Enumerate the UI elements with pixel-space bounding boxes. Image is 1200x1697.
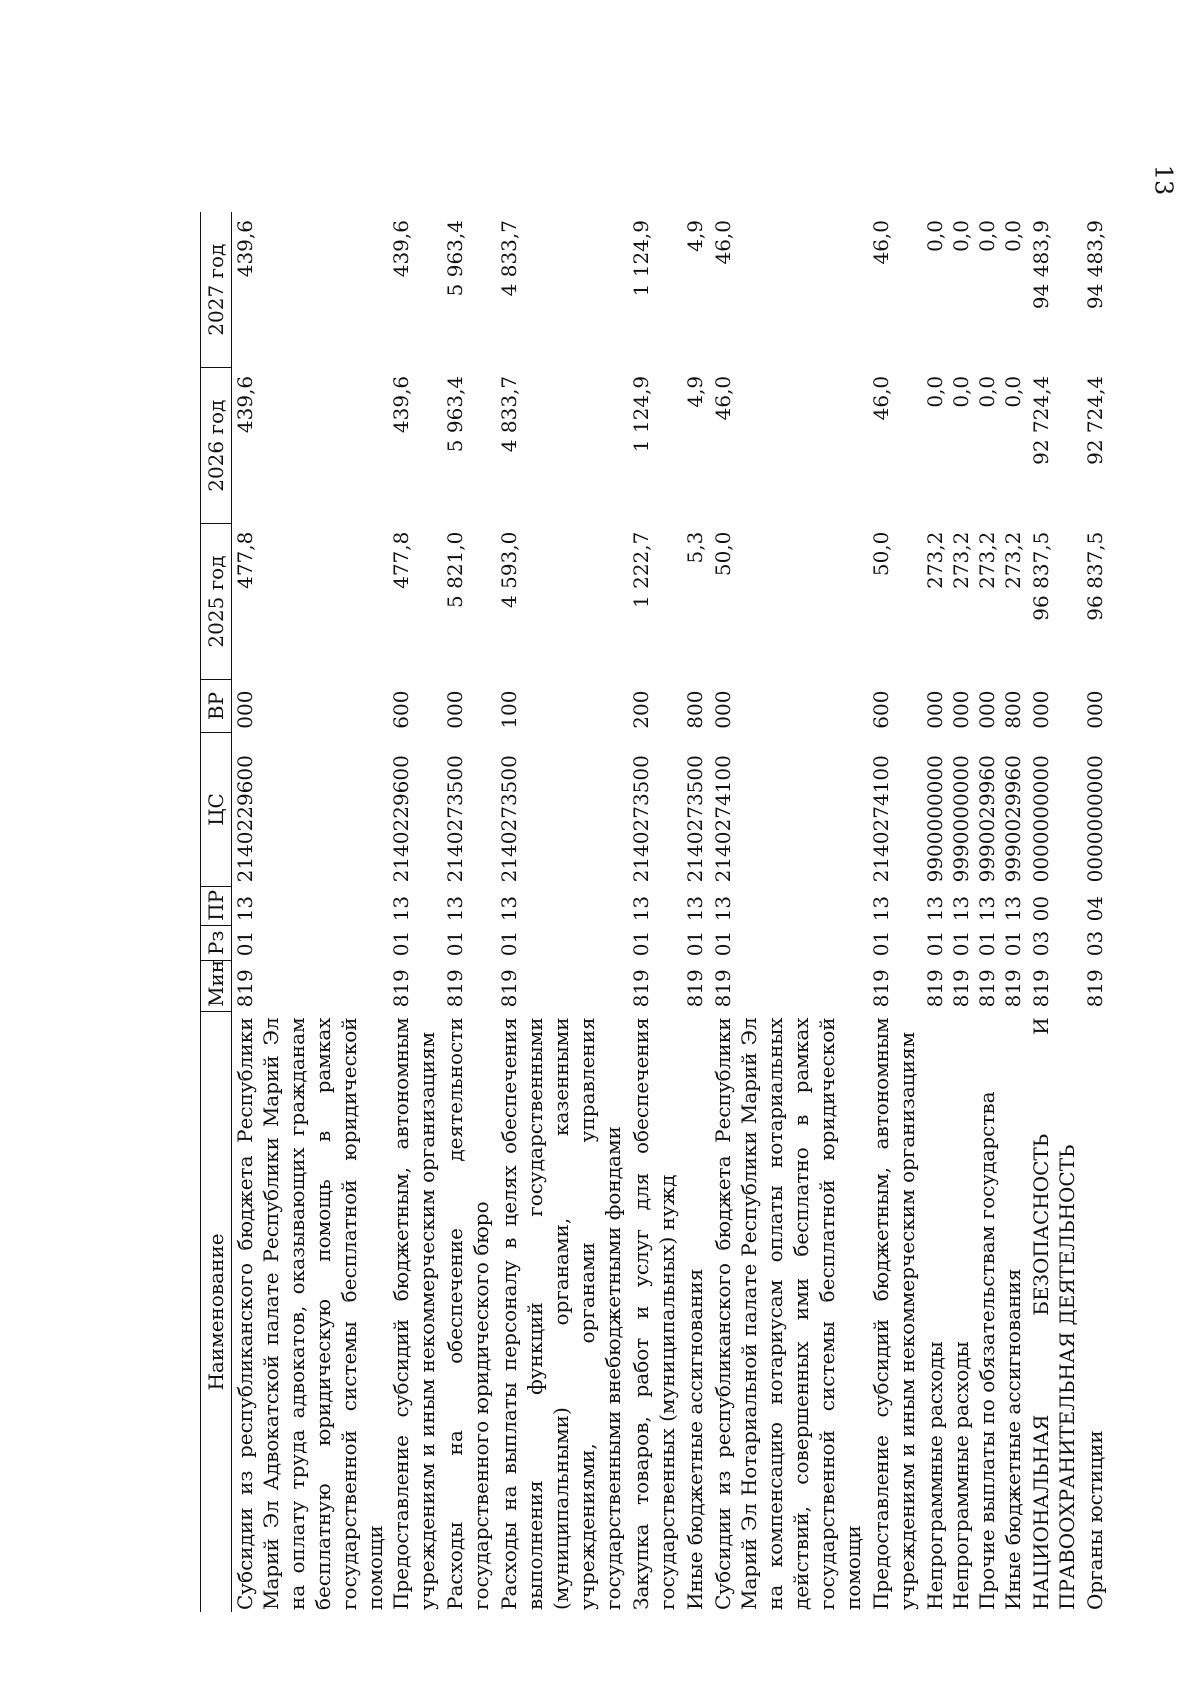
table-row <box>920 212 948 1612</box>
cell-y2025: 273,2 <box>1001 531 1025 589</box>
cell-y2026: 0,0 <box>975 375 999 408</box>
cell-rz: 01 <box>389 930 413 957</box>
cell-y2026: 439,6 <box>233 375 257 434</box>
cell-cs: 2140273500 <box>443 755 467 883</box>
cell-name: Расходы на обеспечение деятельности государственного юридического бюро <box>443 1017 493 1610</box>
cell-y2026: 46,0 <box>711 375 735 421</box>
cell-y2025: 50,0 <box>711 531 735 577</box>
cell-vr: 200 <box>629 690 653 729</box>
cell-pr: 13 <box>389 895 413 922</box>
cell-y2027: 0,0 <box>949 220 973 252</box>
cell-y2025: 477,8 <box>233 531 257 589</box>
cell-y2027: 0,0 <box>975 220 999 252</box>
cell-y2027: 46,0 <box>869 220 893 265</box>
cell-cs: 2140273500 <box>497 755 521 883</box>
cell-y2025: 96 837,5 <box>1083 531 1107 621</box>
cell-cs: 2140273500 <box>629 755 653 883</box>
table-row <box>232 212 389 1612</box>
header-2027: 2027 год <box>201 212 232 368</box>
cell-rz: 01 <box>233 930 257 957</box>
cell-y2025: 50,0 <box>869 531 893 577</box>
cell-pr: 13 <box>233 895 257 922</box>
cell-min: 819 <box>233 969 257 1008</box>
cell-pr: 13 <box>683 895 707 922</box>
cell-cs: 2140274100 <box>711 755 735 883</box>
cell-min: 819 <box>443 969 467 1008</box>
header-2025: 2025 год <box>201 524 232 680</box>
cell-y2025: 5 821,0 <box>443 531 467 608</box>
cell-pr: 00 <box>1029 895 1053 922</box>
cell-vr: 800 <box>1001 690 1025 729</box>
cell-pr: 13 <box>1001 895 1025 922</box>
table-row <box>974 212 1000 1612</box>
cell-rz: 01 <box>869 930 893 957</box>
cell-y2025: 1 222,7 <box>629 531 653 608</box>
cell-y2025: 273,2 <box>975 531 999 589</box>
cell-vr: 000 <box>443 690 467 729</box>
cell-y2025: 273,2 <box>949 531 973 589</box>
cell-vr: 000 <box>923 690 947 729</box>
cell-y2026: 92 724,4 <box>1029 375 1053 465</box>
cell-y2027: 94 483,9 <box>1029 220 1053 310</box>
cell-y2026: 92 724,4 <box>1083 375 1107 465</box>
cell-min: 819 <box>711 969 735 1008</box>
cell-cs: 9990029960 <box>975 755 999 883</box>
cell-cs: 2140274100 <box>869 755 893 883</box>
cell-rz: 01 <box>443 930 467 957</box>
cell-y2027: 94 483,9 <box>1083 220 1107 310</box>
cell-cs: 2140229600 <box>233 755 257 883</box>
cell-y2025: 477,8 <box>389 531 413 589</box>
cell-name: Органы юстиции <box>1083 1430 1107 1610</box>
table-row <box>388 212 440 1612</box>
cell-vr: 000 <box>711 690 735 729</box>
cell-y2027: 4 833,7 <box>497 220 521 297</box>
cell-y2026: 5 963,4 <box>443 375 467 453</box>
header-pr: ПР <box>201 886 232 925</box>
table-row <box>948 212 974 1612</box>
cell-min: 819 <box>389 969 413 1008</box>
cell-cs: 9900000000 <box>923 755 947 883</box>
cell-y2027: 5 963,4 <box>443 220 467 297</box>
page-number: 13 <box>1149 164 1178 196</box>
cell-vr: 800 <box>683 690 707 729</box>
cell-name: Иные бюджетные ассигнования <box>683 1268 707 1610</box>
cell-rz: 01 <box>1001 930 1025 957</box>
header-vr: ВР <box>201 679 232 732</box>
rotated-page-content <box>200 212 1107 1612</box>
cell-min: 819 <box>949 969 973 1008</box>
cell-min: 819 <box>497 969 521 1008</box>
table-row <box>866 212 920 1612</box>
cell-name: Расходы на выплаты персоналу в целях обеспечения выполнения функций государственными (муниципальными) органами, казенными учреждениями, органами управления государственными внебюджетными фондами <box>497 1017 625 1610</box>
cell-rz: 01 <box>497 930 521 957</box>
cell-min: 819 <box>869 969 893 1008</box>
header-name: Наименование <box>201 1011 232 1612</box>
cell-vr: 600 <box>389 690 413 729</box>
cell-cs: 2140273500 <box>683 755 707 883</box>
cell-y2027: 439,6 <box>233 220 257 278</box>
cell-name: Субсидии из республиканского бюджета Республики Марий Эл Адвокатской палате Республики Марий Эл на оплату труда адвокатов, оказывающих гражданам бесплатную юридическую помощь в рамках государственной системы бесплатной юридической помощи <box>233 1017 387 1610</box>
cell-vr: 000 <box>975 690 999 729</box>
cell-vr: 000 <box>949 690 973 729</box>
budget-table <box>200 212 1108 1612</box>
cell-y2025: 5,3 <box>683 531 707 564</box>
table-row <box>1080 212 1108 1612</box>
header-min: Мин <box>201 960 232 1011</box>
cell-rz: 01 <box>923 930 947 957</box>
cell-name: Субсидии из республиканского бюджета Республики Марий Эл Нотариальной палате Республики Марий Эл на компенсацию нотариусам оплаты нотариальных действий, совершенных ими бесплатно в рамках государственной системы бесплатной юридической помощи <box>711 1017 865 1610</box>
cell-y2027: 1 124,9 <box>629 220 653 297</box>
cell-y2027: 0,0 <box>1001 220 1025 252</box>
cell-y2026: 0,0 <box>1001 375 1025 408</box>
header-2026: 2026 год <box>201 368 232 524</box>
cell-cs: 0000000000 <box>1083 755 1107 883</box>
cell-pr: 13 <box>443 895 467 922</box>
cell-min: 819 <box>1083 969 1107 1008</box>
cell-rz: 01 <box>949 930 973 957</box>
cell-rz: 03 <box>1083 930 1107 957</box>
cell-name: НАЦИОНАЛЬНАЯ БЕЗОПАСНОСТЬ И ПРАВООХРАНИТЕЛЬНАЯ ДЕЯТЕЛЬНОСТЬ <box>1029 1017 1079 1610</box>
cell-name: Закупка товаров, работ и услуг для обеспечения государственных (муниципальных) нужд <box>629 1017 679 1610</box>
table-body <box>232 212 1109 1612</box>
cell-min: 819 <box>923 969 947 1008</box>
cell-y2026: 4 833,7 <box>497 375 521 453</box>
table-row <box>680 212 708 1612</box>
table-row <box>1000 212 1026 1612</box>
cell-name: Прочие выплаты по обязательствам государства <box>975 1091 999 1610</box>
cell-y2027: 439,6 <box>389 220 413 278</box>
header-cs: ЦС <box>201 733 232 887</box>
cell-cs: 0000000000 <box>1029 755 1053 883</box>
table-row <box>494 212 626 1612</box>
cell-min: 819 <box>683 969 707 1008</box>
cell-y2027: 0,0 <box>923 220 947 252</box>
cell-pr: 13 <box>923 895 947 922</box>
cell-y2027: 46,0 <box>711 220 735 265</box>
header-rz: Рз <box>201 925 232 960</box>
cell-cs: 9990029960 <box>1001 755 1025 883</box>
cell-vr: 600 <box>869 690 893 729</box>
cell-pr: 13 <box>869 895 893 922</box>
cell-rz: 01 <box>975 930 999 957</box>
cell-vr: 000 <box>1029 690 1053 729</box>
cell-name: Непрограммные расходы <box>923 1341 947 1610</box>
cell-rz: 01 <box>711 930 735 957</box>
cell-rz: 01 <box>683 930 707 957</box>
cell-y2026: 439,6 <box>389 375 413 434</box>
table-row <box>1026 212 1080 1612</box>
cell-y2026: 0,0 <box>949 375 973 408</box>
cell-y2026: 4,9 <box>683 375 707 408</box>
cell-y2026: 1 124,9 <box>629 375 653 453</box>
table-row <box>440 212 494 1612</box>
cell-y2025: 273,2 <box>923 531 947 589</box>
cell-y2026: 46,0 <box>869 375 893 421</box>
cell-cs: 9990000000 <box>949 755 973 883</box>
cell-pr: 13 <box>711 895 735 922</box>
cell-pr: 13 <box>497 895 521 922</box>
cell-min: 819 <box>1029 969 1053 1008</box>
cell-rz: 03 <box>1029 930 1053 957</box>
cell-pr: 13 <box>975 895 999 922</box>
cell-y2027: 4,9 <box>683 220 707 252</box>
cell-y2025: 96 837,5 <box>1029 531 1053 621</box>
cell-y2025: 4 593,0 <box>497 531 521 608</box>
cell-cs: 2140229600 <box>389 755 413 883</box>
cell-name: Предоставление субсидий бюджетным, автономным учреждениям и иным некоммерческим организациям <box>869 1017 919 1610</box>
cell-y2026: 0,0 <box>923 375 947 408</box>
cell-rz: 01 <box>629 930 653 957</box>
cell-name: Непрограммные расходы <box>949 1341 973 1610</box>
cell-pr: 04 <box>1083 895 1107 922</box>
table-header <box>201 212 232 1612</box>
cell-vr: 000 <box>1083 690 1107 729</box>
table-row <box>626 212 680 1612</box>
cell-pr: 13 <box>949 895 973 922</box>
cell-min: 819 <box>629 969 653 1008</box>
cell-name: Иные бюджетные ассигнования <box>1001 1268 1025 1610</box>
cell-min: 819 <box>975 969 999 1008</box>
cell-pr: 13 <box>629 895 653 922</box>
table-row <box>708 212 866 1612</box>
cell-vr: 100 <box>497 690 521 729</box>
cell-name: Предоставление субсидий бюджетным, автономным учреждениям и иным некоммерческим организациям <box>389 1017 439 1610</box>
cell-min: 819 <box>1001 969 1025 1008</box>
cell-vr: 000 <box>233 690 257 729</box>
